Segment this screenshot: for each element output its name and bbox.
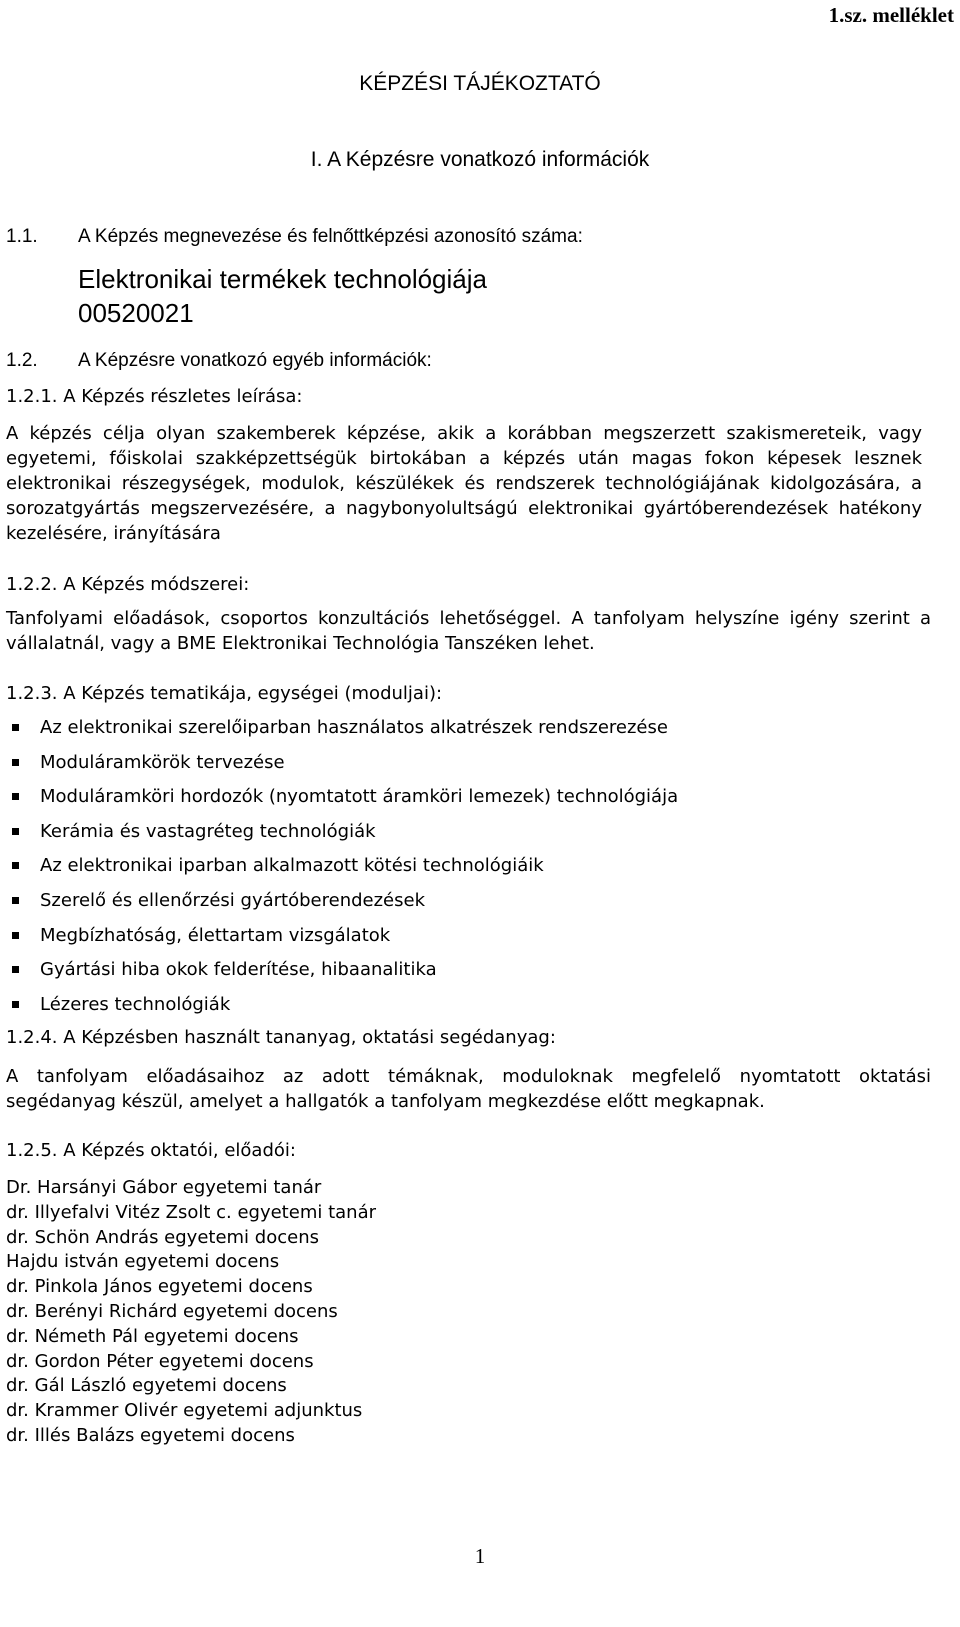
list-item: Kerámia és vastagréteg technológiák bbox=[6, 818, 678, 853]
list-item: Az elektronikai iparban alkalmazott kötési technológiáik bbox=[6, 852, 678, 887]
list-item: Hajdu istván egyetemi docens bbox=[6, 1251, 280, 1273]
list-item: Szerelő és ellenőrzési gyártóberendezések bbox=[6, 887, 678, 922]
list-item: Dr. Harsányi Gábor egyetemi tanár bbox=[6, 1177, 322, 1198]
list-item: dr. Berényi Richárd egyetemi docens bbox=[6, 1300, 338, 1322]
list-item: dr. Németh Pál egyetemi docens bbox=[6, 1325, 299, 1347]
course-materials: A tanfolyam előadásaihoz az adott témáknak, moduloknak megfelelő nyomtatott oktatási segédanyag készül, amelyet a hallgatók a tanfolyam megkezdése előtt megkapnak. bbox=[6, 1066, 931, 1112]
list-item: dr. Gordon Péter egyetemi docens bbox=[6, 1350, 314, 1372]
list-item: Az elektronikai szerelőiparban használatos alkatrészek rendszerezése bbox=[6, 714, 678, 749]
heading-1-2-2: 1.2.2. A Képzés módszerei: bbox=[6, 574, 250, 595]
heading-1-2-4: 1.2.4. A Képzésben használt tananyag, oktatási segédanyag: bbox=[6, 1027, 556, 1048]
list-item: Moduláramköri hordozók (nyomtatott áramköri lemezek) technológiája bbox=[6, 783, 678, 818]
list-item: dr. Illyefalvi Vitéz Zsolt c. egyetemi tanár bbox=[6, 1201, 377, 1223]
heading-1-1-number: 1.1. bbox=[6, 226, 38, 247]
course-identity bbox=[78, 262, 487, 330]
lecturer-list bbox=[6, 1176, 376, 1449]
document-title: KÉPZÉSI TÁJÉKOZTATÓ bbox=[359, 72, 601, 95]
list-item: dr. Schön András egyetemi docens bbox=[6, 1226, 319, 1248]
list-item: Lézeres technológiák bbox=[6, 991, 678, 1026]
heading-1-2-5: 1.2.5. A Képzés oktatói, előadói: bbox=[6, 1140, 296, 1161]
heading-1-1-text: A Képzés megnevezése és felnőttképzési azonosító száma: bbox=[78, 226, 583, 247]
heading-1-2-3: 1.2.3. A Képzés tematikája, egységei (moduljai): bbox=[6, 683, 443, 704]
course-name: Elektronikai termékek technológiája bbox=[78, 264, 487, 294]
list-item: Moduláramkörök tervezése bbox=[6, 749, 678, 784]
course-description: A képzés célja olyan szakemberek képzése, akik a korábban megszerzett szakismereteik, vagy egyetemi, főiskolai szakképzettségük birtokában a képzés után magas fokon képesek lesznek elektronikai részegységek, modulok, készülékek és rendszerek technológiájának kidolgozására, a sorozatgyártás megszervezésére, a nagybonyolultságú elektronikai gyártóberendezések hatékony kezelésére, irányítására bbox=[6, 423, 922, 544]
heading-1-2-text: A Képzésre vonatkozó egyéb információk: bbox=[78, 350, 432, 371]
section-title: I. A Képzésre vonatkozó információk bbox=[310, 148, 650, 171]
list-item: dr. Pinkola János egyetemi docens bbox=[6, 1276, 313, 1298]
list-item: dr. Illés Balázs egyetemi docens bbox=[6, 1424, 295, 1446]
annex-label: 1.sz. melléklet bbox=[828, 3, 954, 27]
heading-1-2 bbox=[6, 350, 432, 372]
heading-1-2-1: 1.2.1. A Képzés részletes leírása: bbox=[6, 386, 303, 407]
list-item: Gyártási hiba okok felderítése, hibaanalitika bbox=[6, 956, 678, 991]
page-number: 1 bbox=[474, 1544, 486, 1568]
heading-1-1 bbox=[6, 226, 583, 248]
course-methods: Tanfolyami előadások, csoportos konzultációs lehetőséggel. A tanfolyam helyszíne igény szerint a vállalatnál, vagy a BME Elektronikai Technológia Tanszéken lehet. bbox=[6, 608, 931, 654]
list-item: Megbízhatóság, élettartam vizsgálatok bbox=[6, 922, 678, 957]
list-item: dr. Gál László egyetemi docens bbox=[6, 1375, 287, 1397]
list-item: dr. Krammer Olivér egyetemi adjunktus bbox=[6, 1400, 363, 1422]
module-list bbox=[6, 714, 678, 1025]
course-id: 00520021 bbox=[78, 298, 194, 328]
heading-1-2-number: 1.2. bbox=[6, 350, 38, 371]
